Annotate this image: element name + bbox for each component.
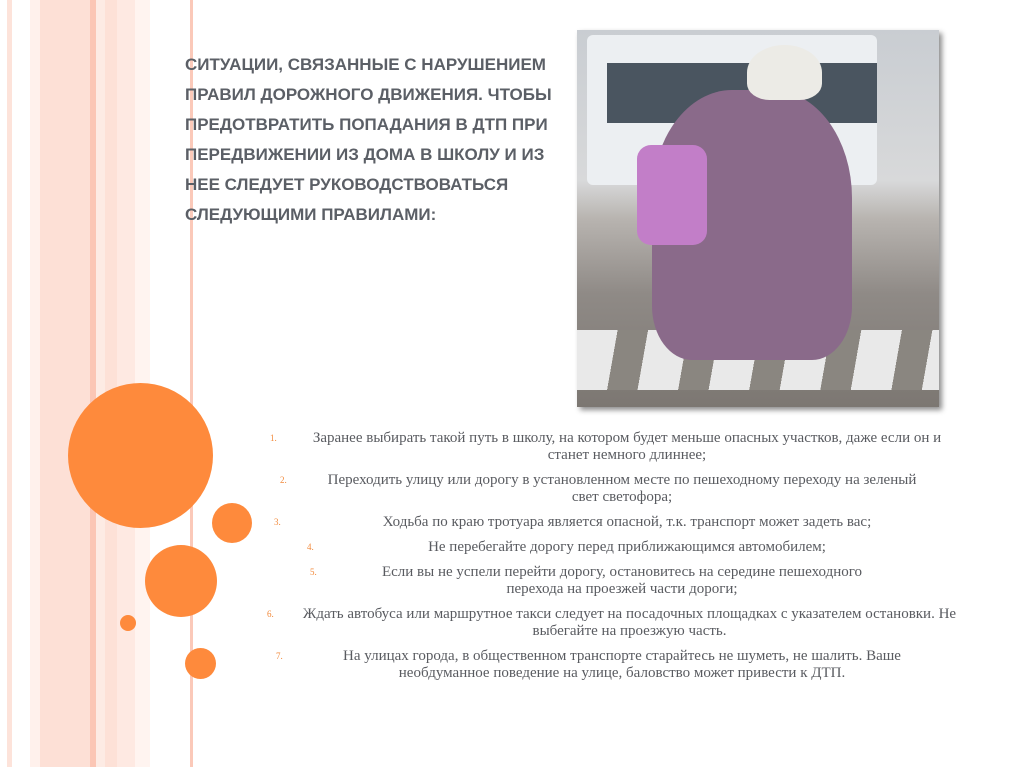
list-number: 2. [280,475,287,485]
list-item [262,430,962,464]
list-item-text: Заранее выбирать такой путь в школу, на котором будет меньше опасных участков, даже если он и станет немного длиннее; [312,430,942,463]
decorative-circle [68,383,213,528]
hat-shape [747,45,822,100]
slide-title: СИТУАЦИИ, СВЯЗАННЫЕ С НАРУШЕНИЕМ ПРАВИЛ ДОРОЖНОГО ДВИЖЕНИЯ. ЧТОБЫ ПРЕДОТВРАТИТЬ ПОПАДАНИЯ В ДТП ПРИ ПЕРЕДВИЖЕНИИ ИЗ ДОМА В ШКОЛУ И ИЗ НЕЕ СЛЕДУЕТ РУКОВОДСТВОВАТЬСЯ СЛЕДУЮЩИМИ ПРАВИЛАМИ: [185,55,552,224]
list-number: 1. [270,433,277,443]
decorative-circle [185,648,216,679]
list-number: 6. [267,609,274,619]
list-number: 3. [274,517,281,527]
list-item-text: Ждать автобуса или маршрутное такси следует на посадочных площадках с указателем остановки. Не выбегайте на проезжую часть. [302,606,957,639]
decorative-circle [212,503,252,543]
backpack-shape [637,145,707,245]
list-item [262,539,962,556]
list-item [262,648,962,682]
list-item-text: Если вы не успели перейти дорогу, остановитесь на середине пешеходного перехода на проезжей части дороги; [381,564,863,597]
list-item-text: Переходить улицу или дорогу в установленном месте по пешеходному переходу на зеленый свет светофора; [327,472,917,505]
list-number: 5. [310,567,317,577]
list-item [262,564,962,598]
decorative-circle [145,545,217,617]
list-item [262,472,962,506]
list-item [262,514,962,531]
decorative-circle [120,615,136,631]
list-number: 7. [276,651,283,661]
list-number: 4. [307,542,314,552]
list-item-text: На улицах города, в общественном транспорте старайтесь не шуметь, не шалить. Ваше необдуманное поведение на улице, баловство может привести к ДТП. [343,648,901,681]
rules-list [262,430,962,690]
decorative-stripes [0,0,200,767]
list-item-text: Ходьба по краю тротуара является опасной, т.к. транспорт может задеть вас; [382,514,872,530]
photo-girl-crossing-road [577,30,939,407]
list-item-text: Не перебегайте дорогу перед приближающимся автомобилем; [428,539,826,555]
list-item [262,606,962,640]
